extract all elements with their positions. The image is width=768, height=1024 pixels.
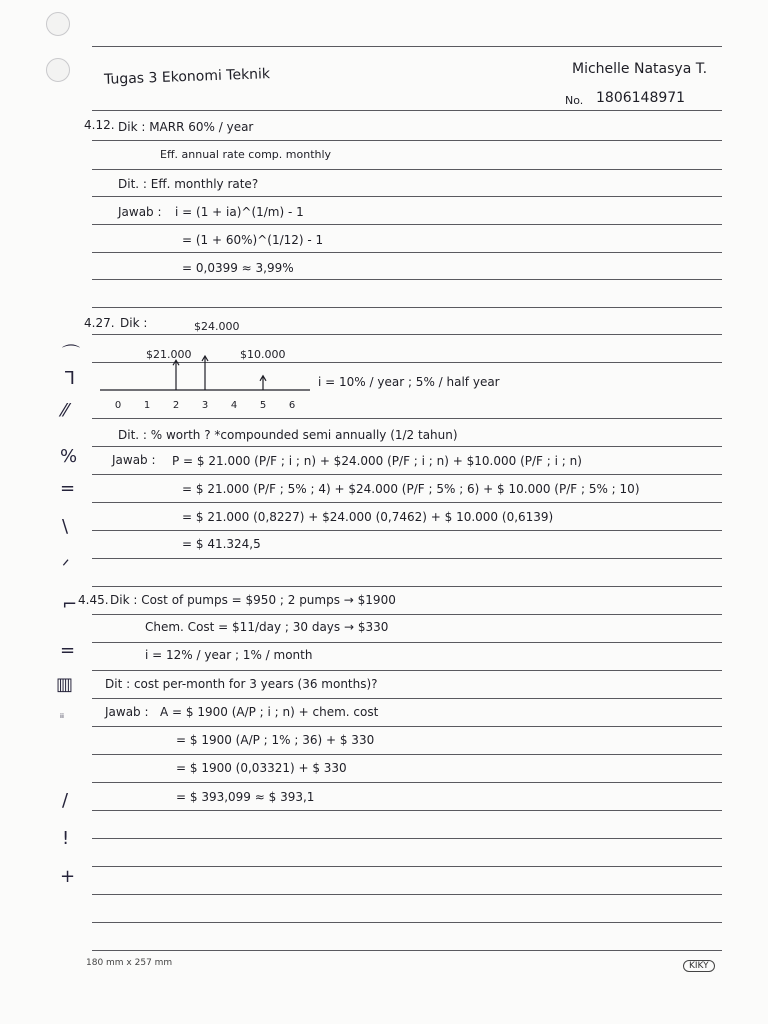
asked-line: Dit. : Eff. monthly rate? [118, 177, 259, 191]
period-tick-label: 6 [288, 400, 296, 411]
problem-number: 4.27. [84, 316, 115, 330]
ruled-line [92, 307, 722, 308]
given-line: i = 12% / year ; 1% / month [145, 648, 313, 662]
margin-mark: / [62, 790, 69, 811]
answer-label: Jawab : [118, 205, 162, 219]
ruled-line [92, 950, 722, 951]
ruled-line [92, 530, 722, 531]
ruled-line [92, 614, 722, 615]
student-no-label: No. [565, 94, 584, 107]
ruled-line [92, 558, 722, 559]
page-title: Tugas 3 Ekonomi Teknik [103, 66, 271, 88]
equation-result: = $ 41.324,5 [182, 537, 261, 551]
given-line: Chem. Cost = $11/day ; 30 days → $330 [145, 620, 389, 634]
margin-mark: = [60, 478, 76, 499]
margin-mark: ᒣ [64, 368, 75, 389]
ruled-line [92, 446, 722, 447]
margin-mark: = [60, 640, 76, 661]
ruled-line [92, 866, 722, 867]
ruled-line [92, 279, 722, 280]
ruled-line [92, 838, 722, 839]
margin-mark: ⁄⁄ [62, 400, 69, 421]
cash-flow-arrow [260, 376, 266, 390]
ruled-line [92, 670, 722, 671]
cash-flow-label: $21.000 [146, 348, 192, 361]
answer-label: Jawab : [112, 453, 156, 467]
cash-flow-label: $24.000 [194, 320, 240, 333]
binder-hole [46, 12, 70, 36]
equation-result: = $ 393,099 ≈ $ 393,1 [176, 790, 315, 804]
ruled-line [92, 894, 722, 895]
ruled-line [92, 754, 722, 755]
problem-number: 4.45. [78, 593, 109, 607]
period-tick-label: 2 [172, 400, 180, 411]
margin-mark: ⌒ [62, 344, 80, 365]
equation-line: = $ 1900 (A/P ; 1% ; 36) + $ 330 [176, 733, 375, 747]
equation-line: i = (1 + ia)^(1/m) - 1 [175, 205, 304, 219]
equation-line: A = $ 1900 (A/P ; i ; n) + chem. cost [160, 705, 379, 719]
ruled-line [92, 224, 722, 225]
period-tick-label: 1 [143, 400, 151, 411]
ruled-line [92, 698, 722, 699]
given-line: Dik : MARR 60% / year [118, 120, 254, 134]
margin-mark: + [60, 866, 76, 887]
ruled-line [92, 782, 722, 783]
margin-mark: ⌐ [62, 594, 78, 615]
ruled-line [92, 110, 722, 111]
ruled-line [92, 46, 722, 47]
margin-mark: ᵢᵢ [60, 708, 64, 721]
paper-size-label: 180 mm x 257 mm [86, 958, 173, 968]
cash-flow-diagram [100, 350, 310, 414]
cash-flow-label: $10.000 [240, 348, 286, 361]
author-name: Michelle Natasya T. [572, 61, 708, 77]
margin-mark: % [60, 446, 78, 467]
equation-line: = $ 21.000 (P/F ; 5% ; 4) + $24.000 (P/F ; 5% ; 6) + $ 10.000 (P/F ; 5% ; 10) [182, 482, 640, 496]
ruled-line [92, 169, 722, 170]
equation-line: = $ 1900 (0,03321) + $ 330 [176, 761, 347, 775]
equation-line: P = $ 21.000 (P/F ; i ; n) + $24.000 (P/F ; i ; n) + $10.000 (P/F ; i ; n) [172, 454, 582, 468]
student-no: 1806148971 [596, 90, 686, 106]
equation-line: = $ 21.000 (0,8227) + $24.000 (0,7462) + $ 10.000 (0,6139) [182, 510, 554, 524]
ruled-line [92, 140, 722, 141]
binder-hole [46, 58, 70, 82]
ruled-line [92, 502, 722, 503]
margin-mark: \ [62, 516, 69, 537]
ruled-line [92, 726, 722, 727]
ruled-line [92, 642, 722, 643]
margin-mark: ᐟ [62, 556, 70, 577]
asked-line: Dit : cost per-month for 3 years (36 months)? [105, 677, 378, 691]
ruled-line [92, 474, 722, 475]
answer-label: Jawab : [105, 705, 149, 719]
ruled-line [92, 810, 722, 811]
given-line: Eff. annual rate comp. monthly [160, 148, 332, 161]
cash-flow-arrow [202, 356, 208, 390]
period-tick-label: 3 [201, 400, 209, 411]
ruled-line [92, 334, 722, 335]
given-label: Dik : [120, 316, 148, 330]
equation-line: = (1 + 60%)^(1/12) - 1 [182, 233, 324, 247]
problem-number: 4.12. [84, 118, 115, 132]
ruled-line [92, 196, 722, 197]
cash-flow-arrow [173, 360, 179, 390]
ruled-line [92, 586, 722, 587]
given-line: Dik : Cost of pumps = $950 ; 2 pumps → $1900 [110, 593, 396, 607]
equation-result: = 0,0399 ≈ 3,99% [182, 261, 294, 275]
margin-mark: ▥ [56, 674, 74, 695]
brand-logo: KIKY [683, 960, 715, 972]
period-tick-label: 4 [230, 400, 238, 411]
ruled-line [92, 418, 722, 419]
ruled-line [92, 922, 722, 923]
ruled-line [92, 252, 722, 253]
interest-rate: i = 10% / year ; 5% / half year [318, 375, 500, 389]
margin-mark: ! [62, 828, 70, 849]
period-tick-label: 5 [259, 400, 267, 411]
period-tick-label: 0 [114, 400, 122, 411]
asked-line: Dit. : % worth ? *compounded semi annually (1/2 tahun) [118, 428, 458, 442]
